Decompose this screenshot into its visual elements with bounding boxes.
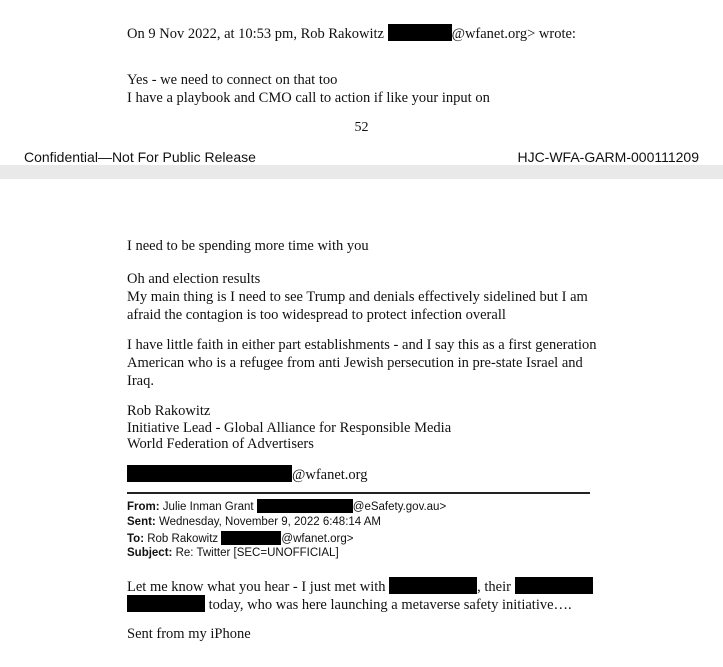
signature-org: World Federation of Advertisers — [127, 436, 314, 452]
subject-label: Subject: — [127, 547, 173, 559]
quoted-line: I have a playbook and CMO call to action if like your input on — [127, 90, 490, 106]
header-divider — [127, 492, 590, 494]
redaction-box — [257, 499, 353, 513]
quote-header-suffix: @wfanet.org> wrote: — [451, 26, 576, 42]
page-number: 52 — [354, 120, 369, 135]
sent-value: Wednesday, November 9, 2022 6:48:14 AM — [158, 516, 381, 528]
body-line: Oh and election results — [127, 271, 261, 287]
reply-text: Let me know what you hear - I just met with — [127, 579, 386, 595]
header-subject — [127, 546, 339, 561]
signature-email — [127, 465, 368, 484]
page-gap — [0, 165, 723, 179]
redaction-box — [127, 595, 205, 612]
quote-header — [127, 24, 576, 43]
redaction-box — [388, 24, 452, 41]
redaction-box — [515, 577, 593, 594]
footer-bates-number: HJC-WFA-GARM-000111209 — [517, 149, 699, 165]
signature-name: Rob Rakowitz — [127, 403, 211, 419]
redaction-box — [389, 577, 477, 594]
to-label: To: — [127, 533, 145, 545]
reply-line — [127, 595, 572, 614]
to-name: Rob Rakowitz — [147, 533, 219, 545]
reply-line — [127, 577, 593, 596]
sent-label: Sent: — [127, 516, 156, 528]
signature-email-domain: @wfanet.org — [292, 467, 368, 483]
from-domain: @eSafety.gov.au> — [352, 501, 447, 513]
header-sent — [127, 515, 381, 530]
quote-header-prefix: On 9 Nov 2022, at 10:53 pm, Rob Rakowitz — [127, 26, 384, 42]
body-line: afraid the contagion is too widespread to protect infection overall — [127, 307, 506, 323]
header-to — [127, 531, 353, 547]
body-line: I have little faith in either part establishments - and I say this as a first generation — [127, 337, 597, 353]
body-line: American who is a refugee from anti Jewish persecution in pre-state Israel and — [127, 355, 583, 371]
from-label: From: — [127, 501, 160, 513]
body-line: I need to be spending more time with you — [127, 238, 369, 254]
subject-value: Re: Twitter [SEC=UNOFFICIAL] — [175, 547, 339, 559]
signature-title: Initiative Lead - Global Alliance for Responsible Media — [127, 420, 452, 436]
sent-from-iphone: Sent from my iPhone — [127, 626, 251, 642]
page-top — [0, 0, 723, 165]
redaction-box — [221, 531, 281, 545]
reply-text: today, who was here launching a metaverse safety initiative…. — [208, 597, 572, 613]
reply-text: , their — [477, 579, 511, 595]
body-line: My main thing is I need to see Trump and denials effectively sidelined but I am — [127, 289, 588, 305]
body-line: Iraq. — [127, 373, 154, 389]
quoted-line: Yes - we need to connect on that too — [127, 72, 338, 88]
footer-confidential: Confidential—Not For Public Release — [24, 149, 256, 165]
redaction-box — [127, 465, 292, 482]
from-name: Julie Inman Grant — [162, 501, 254, 513]
header-from — [127, 499, 446, 515]
to-domain: @wfanet.org> — [281, 533, 354, 545]
